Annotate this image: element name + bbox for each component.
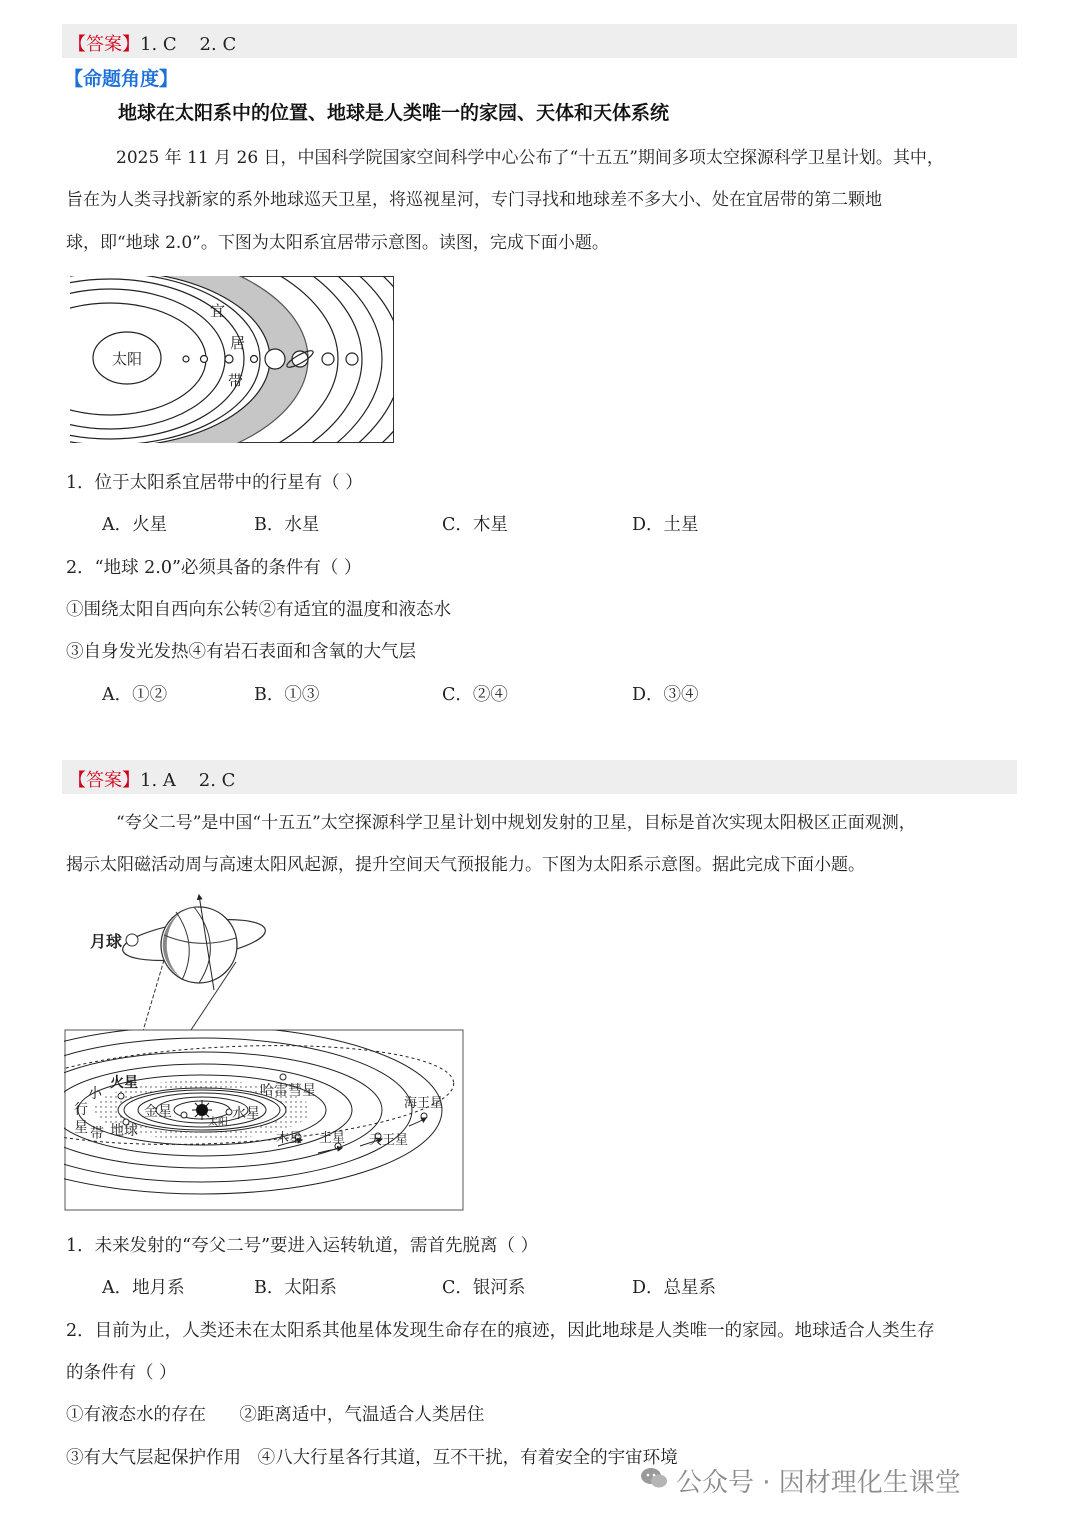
habitable-zone-figure: [70, 276, 394, 443]
asteroid-belt-label-2: 行: [74, 1102, 88, 1118]
passage1-line1: 2025 年 11 月 26 日，中国科学院国家空间科学中心公布了“十五五”期间多项太空探源科学卫星计划。其中，: [116, 148, 944, 168]
passage1-line2: 旨在为人类寻找新家的系外地球巡天卫星，将巡视星河，专门寻找和地球差不多大小、处在宜居带的第二颗地: [66, 190, 882, 210]
passage2-line1: “夸父二号”是中国“十五五”太空探源科学卫星计划中规划发射的卫星，目标是首次实现太阳极区正面观测，: [116, 813, 916, 833]
answer-values: 1. C 2. C: [140, 34, 237, 55]
q1a-option-d: D．土星: [632, 515, 699, 535]
q2b-statement-line2: ③有大气层起保护作用 ④八大行星各行其道，互不干扰，有着安全的宇宙环境: [66, 1448, 678, 1468]
sun-label: 太阳: [208, 1117, 228, 1128]
wechat-icon: [640, 1466, 668, 1490]
q2a-statement-line1: ①围绕太阳自西向东公转②有适宜的温度和液态水: [66, 600, 451, 620]
q2a-option-a: A．①②: [102, 685, 168, 705]
answer-1: [68, 30, 236, 56]
section-heading: 地球在太阳系中的位置、地球是人类唯一的家园、天体和天体系统: [118, 102, 670, 124]
q2b-statement-line1: ①有液态水的存在 ②距离适中，气温适合人类居住: [66, 1405, 485, 1425]
mercury-label: 水星: [232, 1106, 260, 1122]
q1a-option-a: A．火星: [102, 515, 168, 535]
asteroid-belt-label-3: 星: [74, 1120, 88, 1136]
answer-2: [68, 766, 235, 792]
passage1-line3: 球，即“地球 2.0”。下图为太阳系宜居带示意图。读图，完成下面小题。: [66, 233, 609, 253]
comet-label: 哈雷彗星: [260, 1083, 316, 1099]
q2a-option-d: D．③④: [632, 685, 699, 705]
earth-label: 地球: [110, 1123, 138, 1139]
q1a-option-b: B．水星: [254, 515, 320, 535]
q1b-option-b: B．太阳系: [254, 1278, 337, 1298]
zone-label-2: 居: [230, 334, 246, 352]
neptune-label: 海王星: [404, 1096, 444, 1111]
question-1b: 1．未来发射的“夸父二号”要进入运转轨道，需首先脱离（ ）: [66, 1236, 539, 1256]
asteroid-belt-label-1: 小: [88, 1086, 102, 1102]
mars-label: 火星: [110, 1075, 138, 1091]
question-2a: 2．“地球 2.0”必须具备的条件有（ ）: [66, 558, 362, 578]
uranus-label: 天王星: [369, 1133, 409, 1148]
sun-label: 太阳: [112, 350, 143, 368]
answer-tag: 【答案】: [68, 770, 140, 791]
venus-label: 金星: [144, 1104, 172, 1120]
q1b-option-d: D．总星系: [632, 1278, 717, 1298]
q1b-option-c: C．银河系: [442, 1278, 526, 1298]
q2a-option-c: C．②④: [442, 685, 508, 705]
question-2b-line1: 2．目前为止，人类还未在太阳系其他星体发现生命存在的痕迹，因此地球是人类唯一的家园。地球适合人类生存: [66, 1321, 935, 1341]
q1a-option-c: C．木星: [442, 515, 508, 535]
section-tag: 【命题角度】: [64, 68, 179, 90]
asteroid-belt-label-4: 带: [90, 1126, 104, 1142]
q1b-option-a: A．地月系: [102, 1278, 185, 1298]
solar-system-figure: [64, 890, 466, 1212]
jupiter-label: 木星: [276, 1131, 303, 1146]
zone-label-3: 带: [228, 372, 244, 390]
passage2-line2: 揭示太阳磁活动周与高速太阳风起源，提升空间天气预报能力。下图为太阳系示意图。据此完成下面小题。: [66, 855, 865, 875]
moon-label: 月球: [90, 932, 123, 951]
saturn-label: 土星: [319, 1131, 346, 1146]
answer-tag: 【答案】: [68, 34, 140, 55]
q2a-statement-line2: ③自身发光发热④有岩石表面和含氧的大气层: [66, 642, 416, 662]
question-2b-line2: 的条件有（ ）: [66, 1363, 177, 1383]
zone-label-1: 宜: [210, 302, 226, 320]
answer-values: 1. A 2. C: [140, 770, 236, 791]
q2a-option-b: B．①③: [254, 685, 320, 705]
watermark: 公众号 · 因材理化生课堂: [676, 1468, 961, 1498]
question-1a: 1．位于太阳系宜居带中的行星有（ ）: [66, 473, 363, 493]
